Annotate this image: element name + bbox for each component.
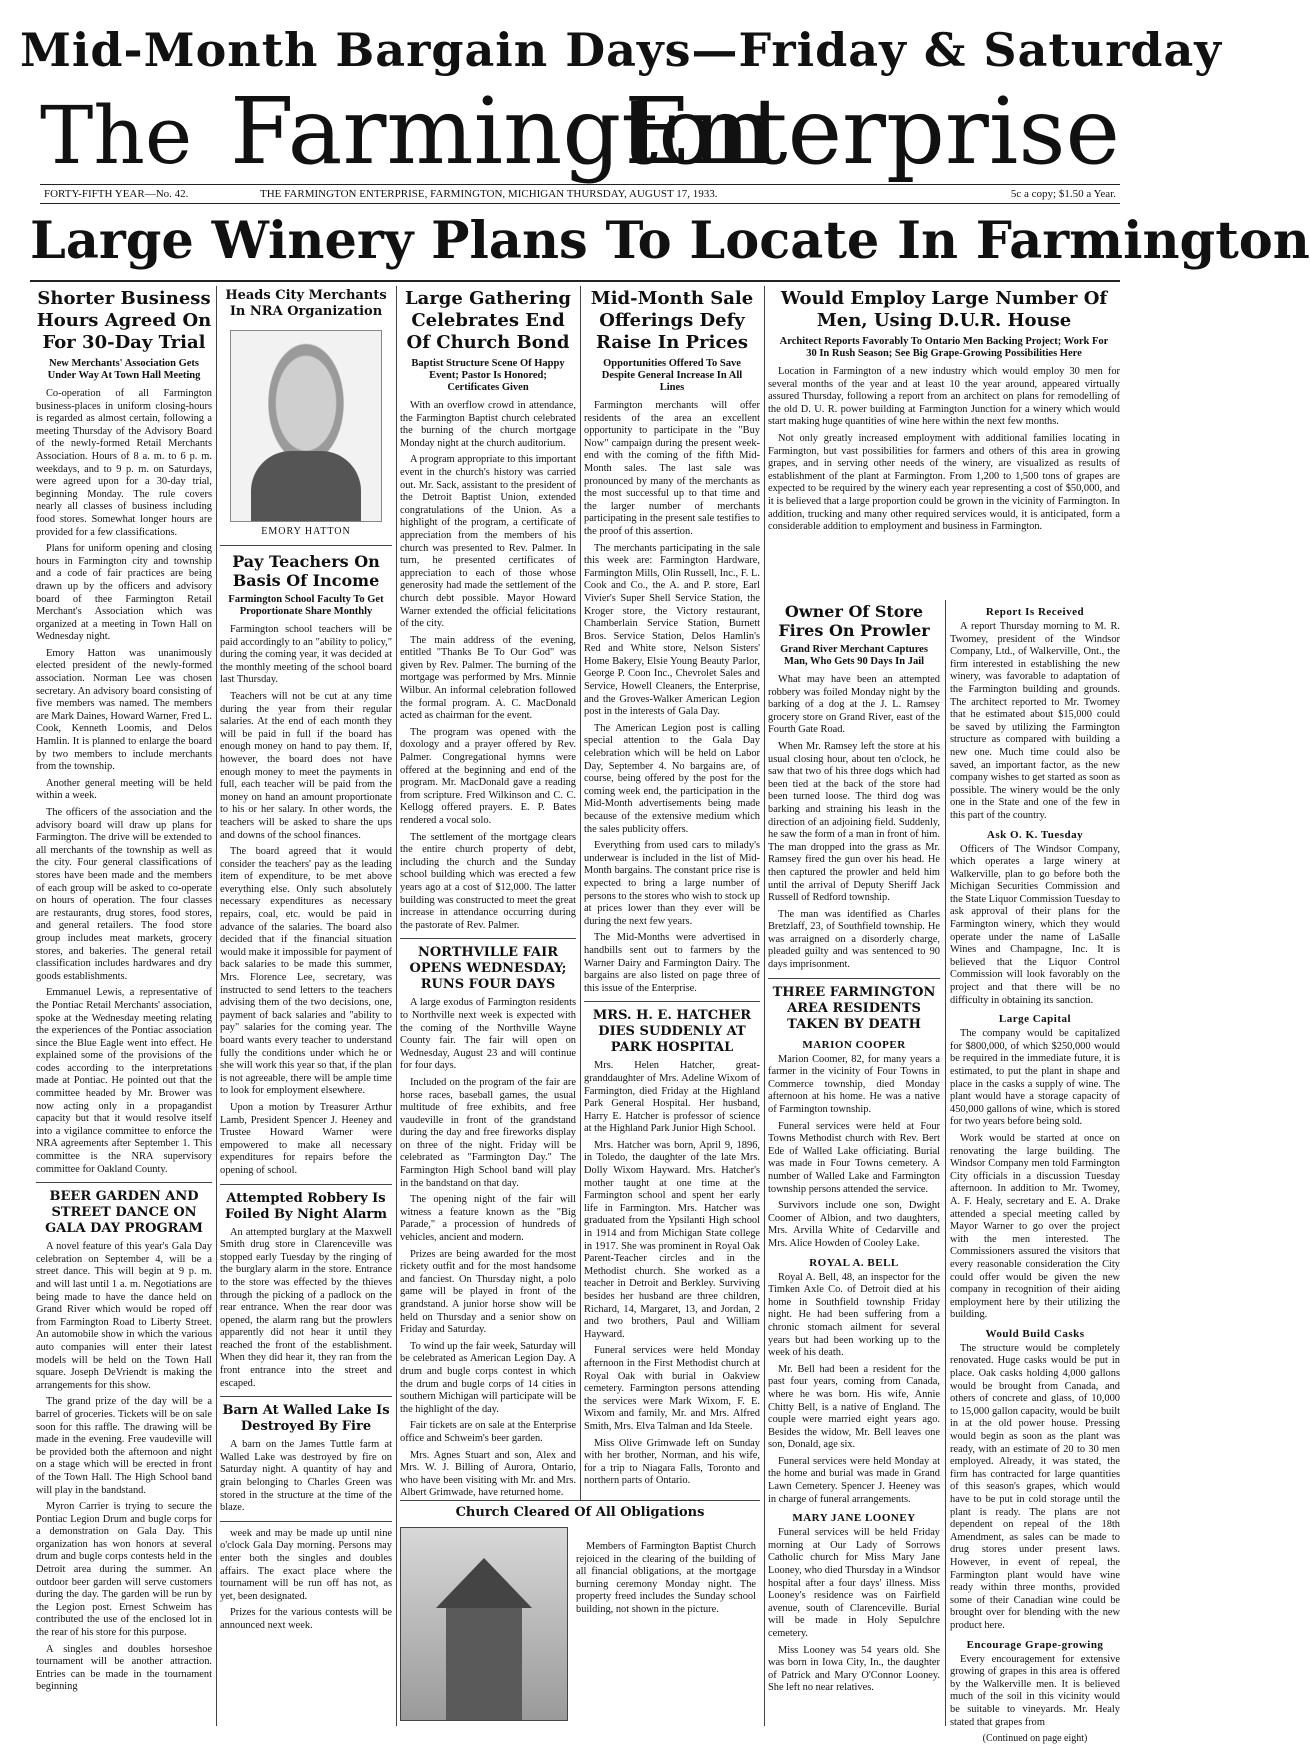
article-paragraph: Emmanuel Lewis, a representative of the Pontiac Retail Merchants' association, spoke at the Wednesday meeting relating the experiences of the Pontiac association since the Blue Eagle went into effect. He explained some of the provisions of the codes according to the interpretations made at Pontiac. He pointed out that the committee headed by Mr. Brower was now acting only in a propagandist capacity but that it would resolve itself into a vigilance committee to enforce the NRA agreements after September 1. This committee is the NRA supervisory committee for Oakland County. <box>36 987 212 1175</box>
article-deck: Grand River Merchant Captures Man, Who Gets 90 Days In Jail <box>780 644 928 667</box>
article-paragraph: Prizes for the various contests will be announced next week. <box>220 1607 392 1631</box>
article-paragraph: The merchants participating in the sale this week are: Farmington Hardware, Farmington Mills, Olin Russell, Inc., F. L. Cook and Co., the A. and P. store, Earl Vivier's Super Shell Service Station, the Kroger store, the Victory restaurant, Chamberlain Service Station, Burnett Bros. Service Station, Delos Hamlin's Red and White store, Nelson Sisters' Home Bakery, Elsie Young Beauty Parlor, George P. Coon Inc., Chevrolet Sales and Service, Howell Cleaners, the Enterprise, and the Groves-Walker American Legion post in the interests of Gala Day. <box>584 542 760 718</box>
article-paragraph: A barn on the James Tuttle farm at Walled Lake was destroyed by fire on Saturday night. A quantity of hay and grain belonging to Charles Green was stored in the structure at the time of the blaze. <box>220 1439 392 1514</box>
article-deck: Farmington School Faculty To Get Proportionate Share Monthly <box>228 594 384 617</box>
article-paragraph: Miss Olive Grimwade left on Sunday with her brother, Norman, and his wife, for a trip to Niagara Falls, Toronto and northern parts of Ontario. <box>584 1437 760 1487</box>
article-paragraph: The settlement of the mortgage clears the entire church property of debt, including the church and the Sunday school building which was erected a few years ago at a cost of $12,000. The latter building was constructed to meet the great increase in attendance occurring during the pastorate of Rev. Palmer. <box>400 831 577 931</box>
article-deck: New Merchants' Association Gets Under Way At Town Hall Meeting <box>47 358 201 381</box>
church-feature <box>400 1500 760 1727</box>
main-headline: Large Winery Plans To Locate In Farmington <box>30 211 1310 271</box>
article-paragraph: Miss Looney was 54 years old. She was born in Iowa City, In., the daughter of Patrick and Mary O'Connor Looney. She left no near relatives. <box>768 1644 940 1694</box>
dateline <box>40 184 1120 204</box>
article-title: MRS. H. E. HATCHER DIES SUDDENLY AT PARK HOSPITAL <box>592 1008 752 1056</box>
article-paragraph: Funeral services will be held Friday morning at Our Lady of Sorrows Catholic church for Miss Mary Jane Looney, who died Thursday in a Windsor hospital after a four days' illness. Miss Looney's residence was on Fairfield avenue, south of Clarenceville. Burial will be made in Holy Sepulchre cemetery. <box>768 1527 940 1639</box>
article-paragraph: The Mid-Months were advertised in handbills sent out to farmers by the Warner Dairy and Farmington Dairy. The bargains are also listed on page three of this issue of the Enterprise. <box>584 932 760 994</box>
article-paragraph: An attempted burglary at the Maxwell Smith drug store in Clarenceville was stopped early Tuesday by the ringing of the burglary alarm in the store. Entrance to the store was effected by the thieves through the picking of a padlock on the rear entrance. When the rear door was opened, the alarm rang but the prowlers apparently did not hear it until they reached the front of the establishment. When they did hear it, they ran from the front entrance into the street and escaped. <box>220 1226 392 1389</box>
article-separator <box>220 1521 392 1522</box>
article-paragraph: Co-operation of all Farmington business-places in uniform closing-hours is regarded as almost certain, following a meeting Thursday of the Advisory Board of the newly-formed Retail Merchants Association. Hours of 8 a. m. to 6 p. m. weekdays, and to 9 p. m. on Saturdays, were agreed upon for a 30-day trial, beginning Monday. The rule covers nearly all classes of business including food stores. Somewhat longer hours are provided for a few classifications. <box>36 388 212 538</box>
article-paragraph: To wind up the fair week, Saturday will be celebrated as American Legion Day. A drum and bugle corps contest in which the drum and bugle corps of 14 cities in southern Michigan will participate will be the highlight of the day. <box>400 1340 576 1415</box>
article-paragraph: Mr. Bell had been a resident for the past four years, coming from Canada, where he was born. His wife, Annie Chitty Bell, is a native of England. The couple were married eight years ago. Besides the widow, Mr. Bell leaves one son, Donald, age six. <box>768 1363 940 1451</box>
article-paragraph: A large exodus of Farmington residents to Northville next week is expected with the coming of the Northville Wayne County fair. The fair will open on Wednesday, August 23 and will continue for four days. <box>400 997 576 1072</box>
article-paragraph: A program appropriate to this important event in the church's history was carried out. Mr. Sack, assistant to the president of the Detroit Baptist Union, extended congratulations of the Union. As a highlight of the program, a certificate of appreciation from the members of his church was presented to Rev. Palmer. In turn, he presented certificates of appreciation to each of those whose generosity had made the settlement of the church debt possible. Mayor Howard Warner extended the official felicitations of the city. <box>400 454 576 630</box>
article-paragraph: Survivors include one son, Dwight Coomer of Albion, and two daughters, Mrs. Arvilla White of Cedarville and Mrs. Alice Howden of Cooley Lake. <box>768 1200 940 1249</box>
article-separator <box>220 1184 392 1185</box>
article-paragraph: Farmington merchants will offer residents of the area an excellent opportunity to participate in the "Buy Now" campaign during the present week-end with the coming of the fifth Mid-Month sales. The last sale was pronounced by many of the merchants as the most successful up to that time and the larger number of merchants participating in the present sale testifies to the proof of this assertion. <box>584 400 760 537</box>
article-paragraph: Myron Carrier is trying to secure the Pontiac Legion Drum and bugle corps for a demonstration on Gala Day. This organization has won honors at several drum and bugle corps contests held in the Detroit area during the summer. An outdoor beer garden will serve customers during the day. The garden will be run by the Legion post. Ernest Schweim has contributed the use of the enclosed lot in the rear of his store for this purpose. <box>36 1501 212 1639</box>
article-paragraph: Upon a motion by Treasurer Arthur Lamb, President Spencer J. Heeney and Trustee Howard Warner were empowered to make all necessary expenditures for repairs before the opening of school. <box>220 1101 392 1176</box>
article-paragraph: Fair tickets are on sale at the Enterprise office and Schweim's beer garden. <box>400 1420 576 1444</box>
article-paragraph: Mrs. Hatcher was born, April 9, 1896, in Toledo, the daughter of the late Mrs. Dolly Wixom Hayward. Mrs. Hatcher's mother taught at one time at the Farmington school and spent her early life in Farmington. Mrs. Hatcher was graduated from the Ypsilanti High school in 1914 and from Michigan State college in 1917. She was prominent in Royal Oak Parent-Teacher circles and in the Methodist church. She worked as a teacher in Detroit and Berkley. Surviving besides her husband are three children, Richard, 14, Margaret, 13, and Jordan, 2 and two brothers, Paul and William Hayward. <box>584 1139 760 1340</box>
section-subhead: Encourage Grape-growing <box>966 1638 1104 1651</box>
article-separator <box>220 545 392 546</box>
column-3 <box>400 286 577 1499</box>
masthead-farmington: Farmington <box>230 78 773 185</box>
masthead-enterprise: Enterprise <box>624 78 1120 185</box>
article-paragraph: Marion Coomer, 82, for many years a farmer in the vicinity of Four Towns in Commerce township, died Monday afternoon at his home. He was a native of Farmington township. <box>768 1053 940 1116</box>
article-title: Pay Teachers On Basis Of Income <box>232 552 380 590</box>
column-4 <box>584 286 760 1496</box>
article-separator <box>584 1001 760 1002</box>
obituary-name: ROYAL A. BELL <box>809 1256 899 1269</box>
article-paragraph: A novel feature of this year's Gala Day celebration on September 4, will be a street dance. This will begin at 9 p. m. and will last until 1 a. m. Negotiations are being made to have the dance held on Grand River which would be roped off from Farmington Road to Liberty Street. An automobile show in which the various auto companies will enter their latest models will be held on the Town Hall square. Joseph DeVriendt is making the arrangements for this show. <box>36 1241 212 1391</box>
article-paragraph: Another general meeting will be held within a week. <box>36 777 212 802</box>
portrait-photo <box>230 330 382 522</box>
article-separator <box>220 1396 392 1397</box>
article-paragraph: The company would be capitalized for $800,000, of which $250,000 would be required in the immediate future, it is estimated, to put the plant in shape and place in the casks a supply of wine. The plant would have a storage capacity of 450,000 gallons of wine, which is stored for two years before being sold. <box>950 1028 1120 1128</box>
photo-caption: EMORY HATTON <box>261 526 351 537</box>
article-paragraph: The main address of the evening, entitled "Thanks Be To Our God" was given by Rev. Palmer. The burning of the mortgage was performed by Mrs. Minnie Wilbur. An informal celebration followed the formal program. A. C. MacDonald acted as chairman for the event. <box>400 634 576 722</box>
masthead-the: The <box>40 89 193 182</box>
article-paragraph: Emory Hatton was unanimously elected president of the newly-formed association. Norman Lee was chosen secretary. An advisory board consisting of five members was named. The members are Mark Daines, Howard Warner, Fred L. Cook, Kenneth Loomis, and Delos Hamlin. It is planned to enlarge the board by two members to include merchants from the township. <box>36 647 212 773</box>
article-paragraph: What may have been an attempted robbery was foiled Monday night by the barking of a dog at the J. L. Ramsey grocery store on Grand River, east of the Fourth Gate Road. <box>768 674 940 736</box>
column-divider <box>216 286 217 1726</box>
article-title: NORTHVILLE FAIR OPENS WEDNESDAY; RUNS FOUR DAYS <box>409 945 567 993</box>
article-paragraph: When Mr. Ramsey left the store at his usual closing hour, about ten o'clock, he saw that two of his three dogs which had been tied at the back of the store had been turned loose. The third dog was barking and straining his leash in the direction of an adjoining field. Suddenly, he saw the form of a man in front of him. The man dropped into the grass as Mr. Ramsey fired the gun over his head. He then captured the prowler and held him until the arrival of Deputy Sheriff Jack Russell of Redford township. <box>768 740 940 904</box>
article-separator <box>400 938 576 939</box>
article-deck: Architect Reports Favorably To Ontario Men Backing Project; Work For 30 In Rush Season; See Big Grape-Growing Possibilities Here <box>779 336 1109 359</box>
obituary-name: MARY JANE LOONEY <box>792 1512 916 1525</box>
article-paragraph: Mrs. Helen Hatcher, great-granddaughter of Mrs. Adeline Wixom of Farmington, died Friday at the Highland Park General Hospital. Her husband, Harry E. Hatcher is professor of science at the Highland Park Junior High School. <box>584 1060 760 1135</box>
article-paragraph: Location in Farmington of a new industry which would employ 30 men for several months of the year and at least 10 the year around, appeared virtually assured Thursday, following a report from an architect on plans for remodelling of the old D. U. R. power building at Farmington Junction for a winery which would start making huge quantities of wine here within the next few months. <box>768 366 1120 428</box>
article-paragraph: The structure would be completely renovated. Huge casks would be put in place. Oak casks holding 4,000 gallons would be brought from Canada, and others of concrete and glass, of 10,000 to 15,000 gallon capacity, would be built in at the old power house. Pressing would begin as soon as the plant was ready, with an estimate of 20 to 30 men employed. Already, it was stated, the firm has contracted for large quantities of this season's grapes, which would have to be put in cold storage until the plant is ready. The plans are not dependent on repeal of the 18th Amendment, as sales can be made to drug stores under present laws. However, in event of repeal, the Farmington plant would have wine ready within three months, provided some of their Canadian wine could be brought over for blending with the new product here. <box>950 1342 1120 1631</box>
church-feature-text: Members of Farmington Baptist Church rejoiced in the clearing of the building of all financial obligations, at the mortgage burning ceremony Monday night. The property freed includes the Sunday school building, not shown in the picture. <box>576 1541 756 1615</box>
column-divider <box>396 286 397 1726</box>
article-title: Attempted Robbery Is Foiled By Night Alarm <box>225 1190 387 1222</box>
article-paragraph: The man was identified as Charles Bretzlaff, 23, of Southfield township. He was arraigned on a disorderly charge, pleaded guilty and was sentenced to 90 days imprisonment. <box>768 908 940 971</box>
column-divider <box>945 600 946 1726</box>
article-paragraph: Prizes are being awarded for the most rickety outfit and for the most handsome and fanciest. On Thursday night, a polo game will be played in front of the grandstand. A junior horse show will be held on Thursday and a senior show on Friday and Saturday. <box>400 1248 576 1336</box>
section-subhead: Large Capital <box>998 1013 1072 1026</box>
article-paragraph: Farmington school teachers will be paid accordingly to an "ability to policy," during the coming year, it was decided at the monthly meeting of the school board last Thursday. <box>220 624 392 686</box>
article-paragraph: The program was opened with the doxology and a prayer offered by Rev. Palmer. Congregational hymns were offered at the beginning and end of the program. Mr. MacDonald gave a reading from scripture. Fred Wilkinson and C. C. Kellogg offered prayers. E. P. Bates rendered a vocal solo. <box>400 726 576 826</box>
article-paragraph: Included on the program of the fair are horse races, baseball games, the usual multitude of free exhibits, and free vaudeville in front of the grandstand during the day and free fireworks display on three of the night. Friday will be celebrated as "Farmington Day." The Farmington High School band will play in the bandstand on that day. <box>400 1076 576 1189</box>
section-subhead: Would Build Casks <box>985 1327 1085 1340</box>
column-5-top <box>768 286 1120 536</box>
obituary-name: MARION COOPER <box>802 1038 906 1051</box>
article-paragraph: Teachers will not be cut at any time during the year from their regular salaries. At the end of each month they will be paid in full if the board has enough money on hand to pay them. If, however, the board does not have enough money to meet the payments in full, each teacher will be paid from the money on hand an amount proportionate to his or her salary. In other words, the teachers will be asked to share the ups and downs of the school finances. <box>220 690 392 841</box>
article-paragraph: Not only greatly increased employment with additional families locating in Farmington, but vast possibilities for farmers and others of this area in growing grapes, and in serving other needs of the winery, are visualized as results of establishment of the plant at Farmington. From 1,200 to 1,500 tons of grapes are expected to be required by the winery each year representing a cost of $50,000, and it is believed that a large proportion could be grown in the vicinity of Farmington. In addition, trucking and many other required services would, it is anticipated, form a considerable addition to employment and business in Farmington. <box>768 432 1120 533</box>
article-title: BEER GARDEN AND STREET DANCE ON GALA DAY PROGRAM <box>45 1189 203 1237</box>
article-title: Shorter Business Hours Agreed On For 30-Day Trial <box>36 288 212 353</box>
article-title: Would Employ Large Number Of Men, Using D.U.R. House <box>780 288 1108 331</box>
article-paragraph: A report Thursday morning to M. R. Twomey, president of the Windsor Company, Ltd., of Walkerville, Ont., the firm interested in establishing the new winery, was favorable to adaptation of the Farmington building and grounds. The architect reported to Mr. Twomey that he estimated about $15,000 could be saved by utilizing the Farmington structure as compared with building a new one. Much time could also be saved, an important factor, as the new company wishes to get started as soon as possible. The winery would be the only one in the State and one of the few in this part of the country. <box>950 621 1120 821</box>
article-deck: Baptist Structure Scene Of Happy Event; Pastor Is Honored; Certificates Given <box>411 358 565 393</box>
section-subhead: Ask O. K. Tuesday <box>986 828 1084 841</box>
article-paragraph: Funeral services were held at Four Towns Methodist church with Rev. Bert Ede of Walled Lake officiating. Burial was made in Four Towns cemetery. A number of Walled Lake and Farmington township persons attended the service. <box>768 1120 940 1195</box>
column-1 <box>36 286 212 1726</box>
article-paragraph: The American Legion post is calling special attention to the Gala Day celebration which will be held on Labor Day, September 4. No bargains are, of course, being offered by the post for the coming week end, the participation in the Mid-Month advertisements being made because of the extensive medium which the sales publicity offers. <box>584 722 760 835</box>
column-2 <box>220 286 392 1726</box>
section-subhead: Report Is Received <box>985 606 1085 618</box>
article-title: Barn At Walled Lake Is Destroyed By Fire <box>222 1403 390 1435</box>
banner-headline: Mid-Month Bargain Days—Friday & Saturday <box>20 23 1223 77</box>
church-photo <box>400 1527 568 1721</box>
article-paragraph: Royal A. Bell, 48, an inspector for the Timken Axle Co. of Detroit died at his home in Southfield township Friday night. He had been suffering from a chronic stomach ailment for several years but had been working up to the week of his death. <box>768 1271 940 1359</box>
article-paragraph: The opening night of the fair will witness a feature known as the "Big Parade," a procession of hundreds of vehicles, ancient and modern. <box>400 1194 576 1244</box>
column-5b <box>950 600 1121 1744</box>
church-feature-title: Church Cleared Of All Obligations <box>455 1505 705 1520</box>
column-divider <box>764 286 765 1726</box>
article-paragraph: The officers of the association and the advisory board will draw up plans for Farmington. The drive will be extended to all merchants of the township as well as the city. Four general classifications of stores have been made and the members of each group will be asked to co-operate on hours of operation. The four classes are restaurants, drug stores, food stores, and general retailers. The food store group includes meat markets, grocery stores, and bakeries. The general retail classification includes hardwares and dry goods establishments. <box>36 807 212 982</box>
article-paragraph: week and may be made up until nine o'clock Gala Day morning. Persons may enter both the singles and doubles affairs. The exact place where the tournament will be run off has not, as yet, been designated. <box>220 1527 392 1602</box>
article-paragraph: Work would be started at once on renovating the large building. The Windsor Company men told Farmington City officials in a discussion Tuesday afternoon. In addition to Mr. Twomey, A. F. Healy, secretary and E. A. Drake attended a special meeting called by Mayor Warner to go over the project with the men interested. The Commissioners assured the visitors that every reasonable consideration the City could offer would be given the new company in recognition of their aiding employment here by their utilizing the building. <box>950 1132 1120 1321</box>
article-separator <box>768 978 940 979</box>
article-paragraph: Mrs. Agnes Stuart and son, Alex and Mrs. W. J. Billing of Aurora, Ontario, who have been visiting with Mr. and Mrs. Albert Grimwade, have returned home. <box>400 1449 576 1499</box>
price-line: 5c a copy; $1.50 a Year. <box>1010 188 1116 200</box>
article-title: THREE FARMINGTON AREA RESIDENTS TAKEN BY DEATH <box>772 984 936 1032</box>
article-paragraph: The grand prize of the day will be a barrel of groceries. Tickets will be on sale soon for this raffle. The drawing will be made in the evening. Free vaudeville will be provided both the afternoon and night on a stage which will be erected in front of the Town Hall. The High School band will play in the bandstand. <box>36 1396 212 1496</box>
article-paragraph: Funeral services were held Monday at the home and burial was made in Grand Lawn Cemetery. Spencer J. Heeney was in charge of funeral arrangements. <box>768 1455 940 1505</box>
article-paragraph: Everything from used cars to milady's underwear is included in the list of Mid-Month bargains. The constant price rise is expected to bring a large number of persons to the stores who wish to stock up at prices lower than they ever will be during the next few years. <box>584 840 760 927</box>
article-title: Owner Of Store Fires On Prowler <box>778 602 930 640</box>
headline-rule <box>30 280 1120 282</box>
article-paragraph: Plans for uniform opening and closing hours in Farmington city and township and a code of fair practices are being drawn up by the officers and advisory board of thee Farmington Retail Merchant's Association which was organized at a meeting in Town Hall on Wednesday night. <box>36 543 212 643</box>
article-deck: Opportunities Offered To Save Despite General Increase In All Lines <box>601 358 743 393</box>
article-title: Large Gathering Celebrates End Of Church Bond <box>405 288 571 353</box>
column-5a <box>768 600 940 1726</box>
publication-date: THE FARMINGTON ENTERPRISE, FARMINGTON, MICHIGAN THURSDAY, AUGUST 17, 1933. <box>260 188 718 200</box>
continued-note: (Continued on page eight) <box>982 1733 1088 1744</box>
article-paragraph: Funeral services were held Monday afternoon in the First Methodist church at Royal Oak with burial in Oakview cemetery. Farmington persons attending the services were Mark Wixom, F. E. Wixom and family, Mr. and Mrs. Alfred Smith, Mrs. Elva Talman and Ida Steele. <box>584 1345 760 1432</box>
article-paragraph: Every encouragement for extensive growing of grapes in this area is offered by the Walkerville men. It is believed much of the soil in this vicinity would be suitable to vineyards. Mr. Healy stated that grapes from <box>950 1653 1120 1728</box>
masthead <box>40 78 1120 186</box>
article-paragraph: With an overflow crowd in attendance, the Farmington Baptist church celebrated the burning of the church mortgage Monday night at the church auditorium. <box>400 400 576 449</box>
article-title: Mid-Month Sale Offerings Defy Raise In Prices <box>590 288 754 353</box>
article-separator <box>36 1182 212 1183</box>
volume-number: FORTY-FIFTH YEAR—No. 42. <box>44 188 189 200</box>
photo-headline: Heads City Merchants In NRA Organization <box>225 288 387 319</box>
article-paragraph: A singles and doubles horseshoe tournament will be another attraction. Entries can be made in the tournament beginning <box>36 1643 212 1693</box>
article-paragraph: Officers of The Windsor Company, which operates a large winery at Walkerville, plan to go before both the Michigan Securities Commission and the State Liquor Commission Tuesday to ask approval of their plans for the Farmington winery, which they would operate under the name of LaSalle Wines and Champagne, Inc. It is believed that the Liquor Control Commission will look favorably on the project and that there will be no difficulty in obtaining its sanction. <box>950 843 1121 1006</box>
article-paragraph: The board agreed that it would consider the teachers' pay as the leading item of expenditure, to be met above everything else. Only such absolutely necessary expenditures as necessary repairs, coal, etc. would be paid in advance of the salaries. The board also decided that if the financial situation would make it impossible for payment of back salaries to be made this summer, Mrs. Florence Lee, secretary, was instructed to send letters to the teachers advising them of the two decisions, one, payment of back salaries and "ability to pay" salaries for the coming year. The board wants every teacher to understand fully the conditions under which he or she will work this year so that, if the plan is not agreeable, there will be ample time to look for employment elsewhere. <box>220 846 392 1097</box>
